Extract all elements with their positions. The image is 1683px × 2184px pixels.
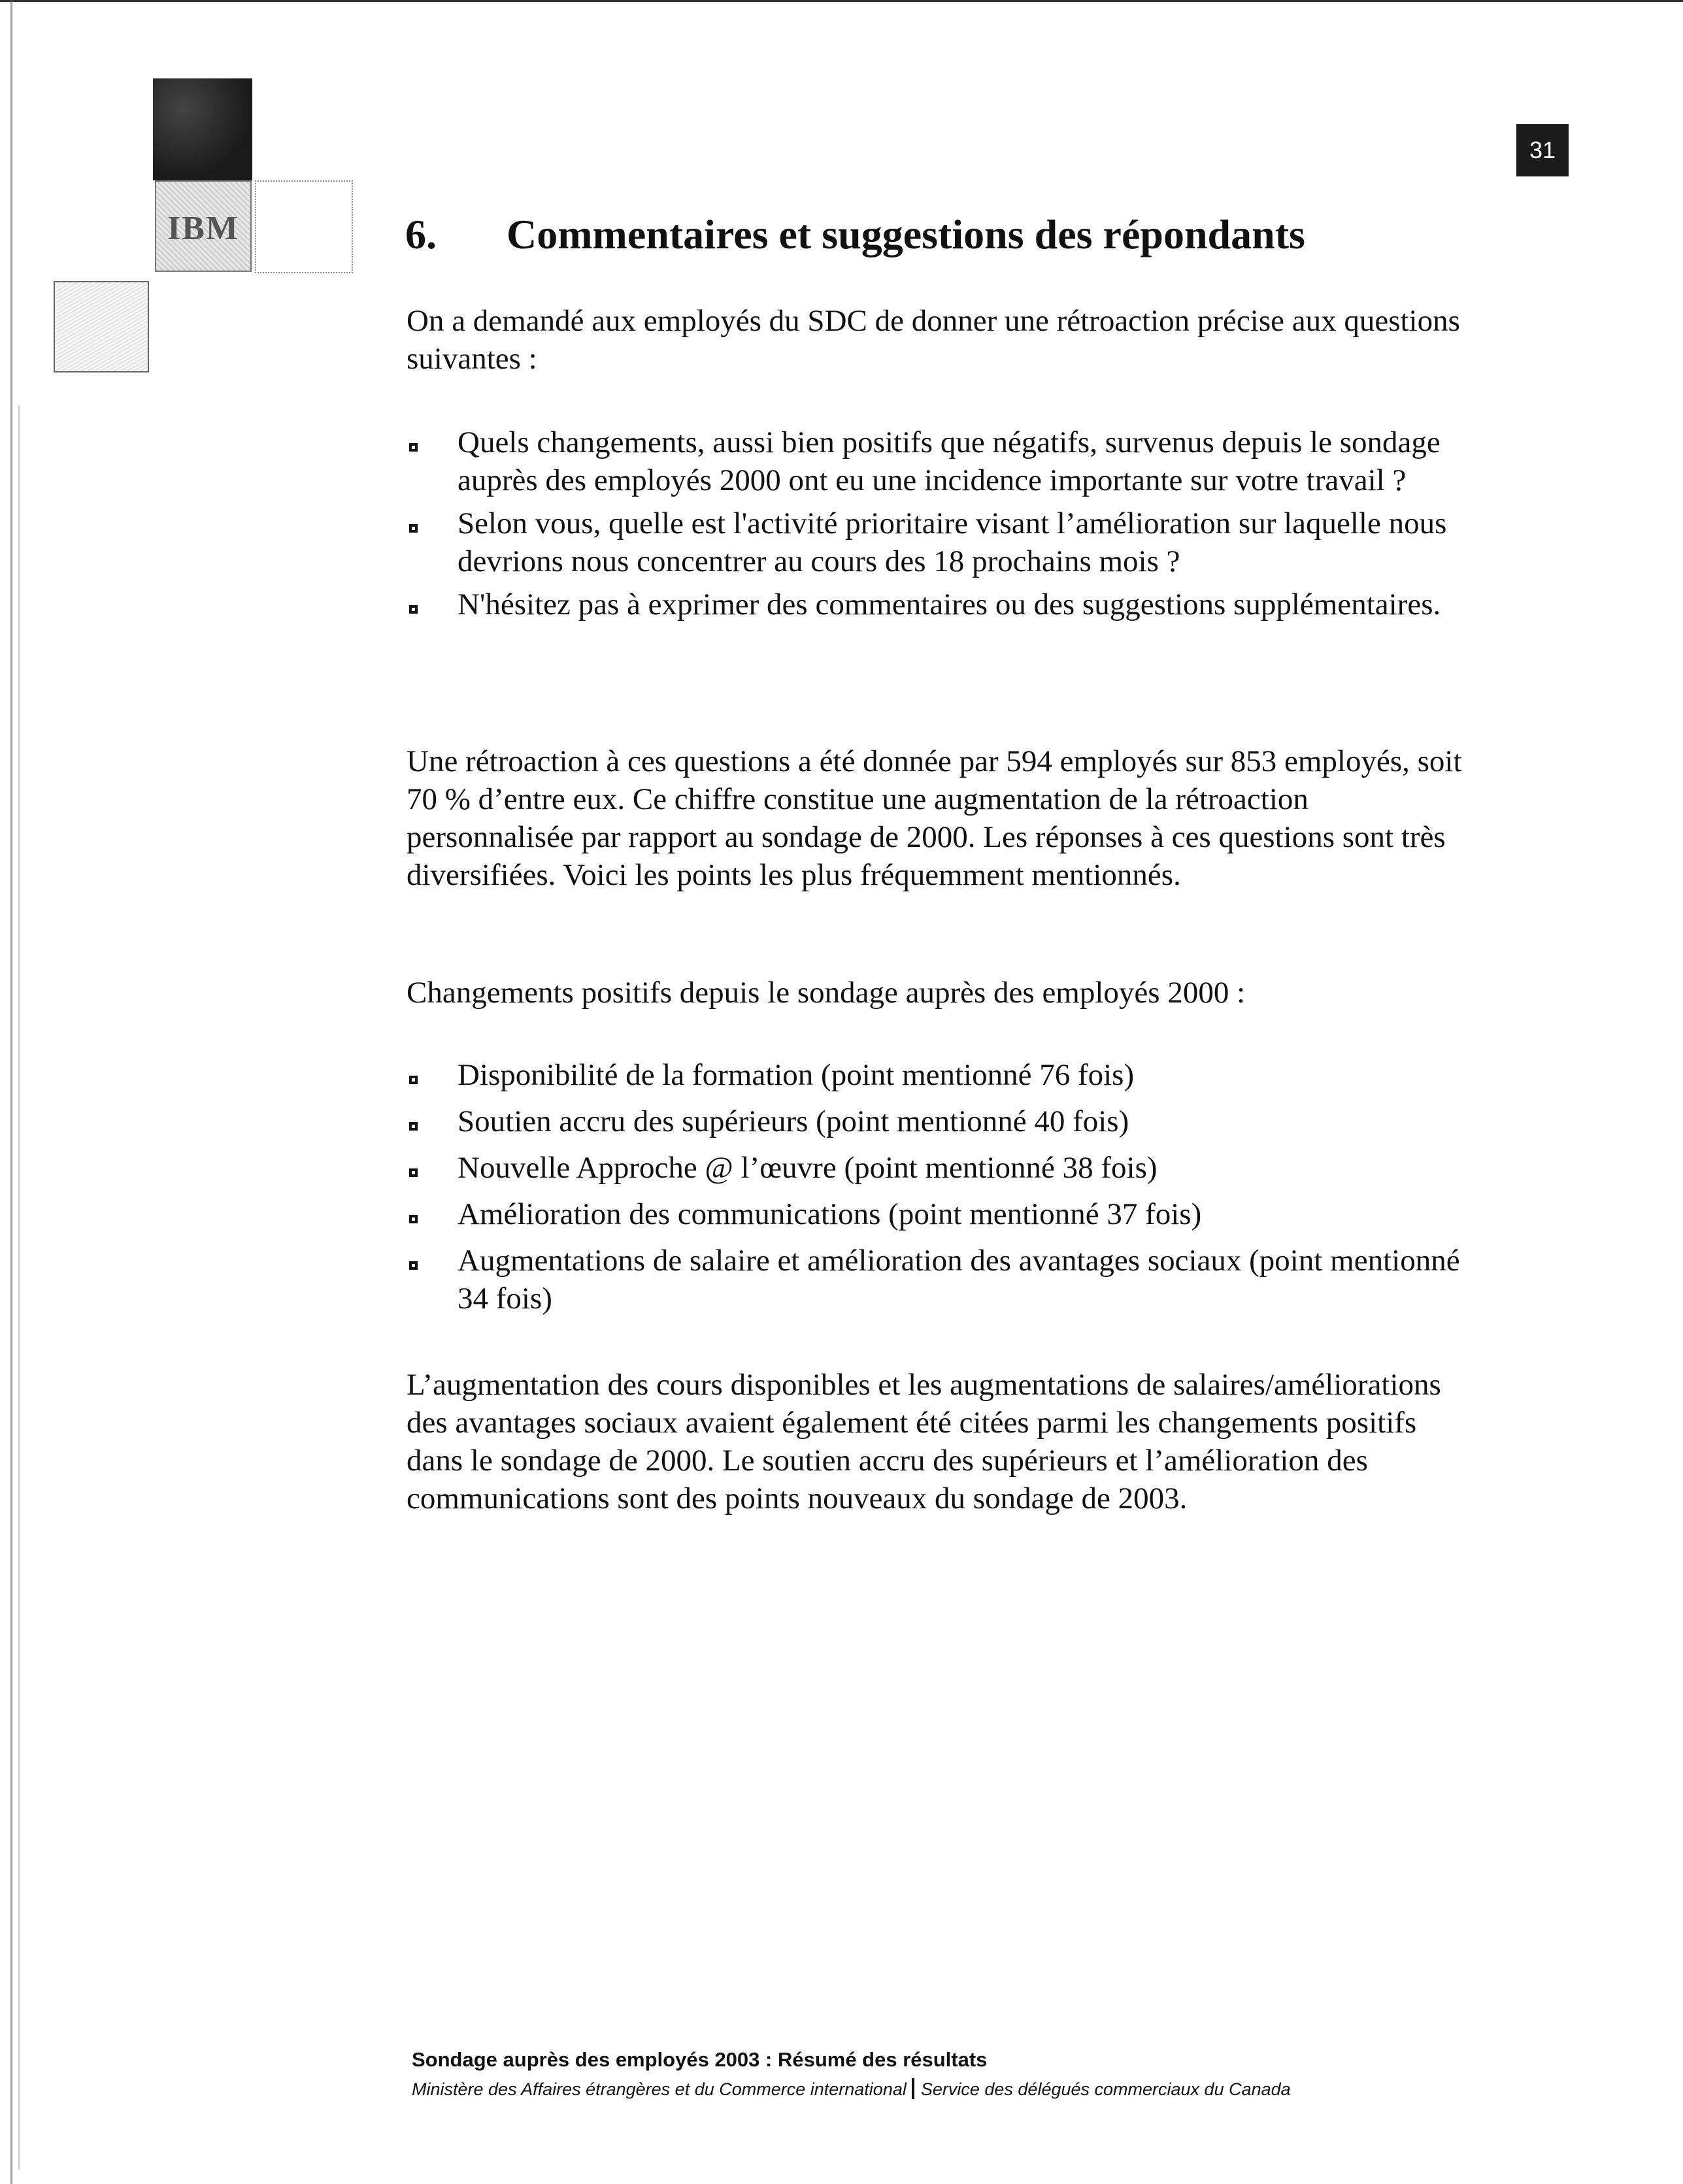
section-number: 6. [405,211,437,257]
list-item [407,423,1465,499]
ibm-logo [155,180,252,272]
change-text: Disponibilité de la formation (point mentionné 76 fois) [458,1058,1135,1092]
section-heading [405,210,1305,259]
square-bullet-icon [409,1168,418,1177]
square-bullet-icon [409,1215,418,1223]
section-title: Commentaires et suggestions des répondants [507,211,1305,257]
page-number: 31 [1516,124,1569,176]
list-item [407,1149,1465,1187]
list-item [407,1056,1465,1094]
question-text: N'hésitez pas à exprimer des commentaires ou des suggestions supplémentaires. [458,587,1441,621]
list-item [407,505,1465,580]
square-bullet-icon [409,1076,418,1084]
ibm-logo-text: IBM [167,210,239,247]
footer-ministry: Ministère des Affaires étrangères et du Commerce international [412,2079,907,2099]
change-text: Nouvelle Approche @ l’œuvre (point mentionné 38 fois) [458,1151,1158,1185]
square-bullet-icon [409,1122,418,1131]
logo-textured-square [54,281,149,372]
footer-separator [912,2078,914,2099]
list-item [407,1195,1465,1233]
closing-paragraph: L’augmentation des cours disponibles et les augmentations de salaires/améliorations des avantages sociaux avaient également été citées parmi les changements positifs dans le sondage de 2000. Le soutien accru des supérieurs et l’amélioration des communications sont des points nouveaux du sondage de 2003. [407,1368,1441,1515]
change-text: Amélioration des communications (point mentionné 37 fois) [458,1197,1202,1231]
list-item [407,1242,1465,1317]
intro-paragraph: On a demandé aux employés du SDC de donner une rétroaction précise aux questions suivantes : [407,304,1460,376]
change-text: Augmentations de salaire et amélioration des avantages sociaux (point mentionné 34 fois) [458,1244,1460,1315]
question-text: Selon vous, quelle est l'activité prioritaire visant l’amélioration sur laquelle nous devrions nous concentrer au cours des 18 prochains mois ? [458,506,1447,578]
square-bullet-icon [409,524,418,533]
positive-changes-heading: Changements positifs depuis le sondage auprès des employés 2000 : [407,976,1246,1010]
scan-edge-top [0,0,1683,2]
scan-edge-left-inner [18,405,20,2170]
response-paragraph: Une rétroaction à ces questions a été donnée par 594 employés sur 853 employés, soit 70 % d’entre eux. Ce chiffre constitue une augmentation de la rétroaction personnalisée par rapport au sondage de 2000. Les réponses à ces questions sont très diversifiées. Voici les points les plus fréquemment mentionnés. [407,744,1462,892]
change-text: Soutien accru des supérieurs (point mentionné 40 fois) [458,1104,1129,1138]
footer-title: Sondage auprès des employés 2003 : Résumé des résultats [412,2048,988,2071]
footer-subtitle [412,2078,1291,2100]
scan-edge-left [10,0,12,2184]
logo-dark-square [153,78,252,180]
positive-changes-list [407,1056,1465,1326]
footer-service: Service des délégués commerciaux du Canada [920,2079,1291,2099]
questions-list [407,423,1465,623]
list-item [407,586,1465,623]
square-bullet-icon [409,1261,418,1270]
question-text: Quels changements, aussi bien positifs que négatifs, survenus depuis le sondage auprès des employés 2000 ont eu une incidence importante sur votre travail ? [458,425,1441,497]
square-bullet-icon [409,443,418,452]
list-item [407,1102,1465,1140]
square-bullet-icon [409,605,418,614]
logo-outline-square [255,180,353,273]
